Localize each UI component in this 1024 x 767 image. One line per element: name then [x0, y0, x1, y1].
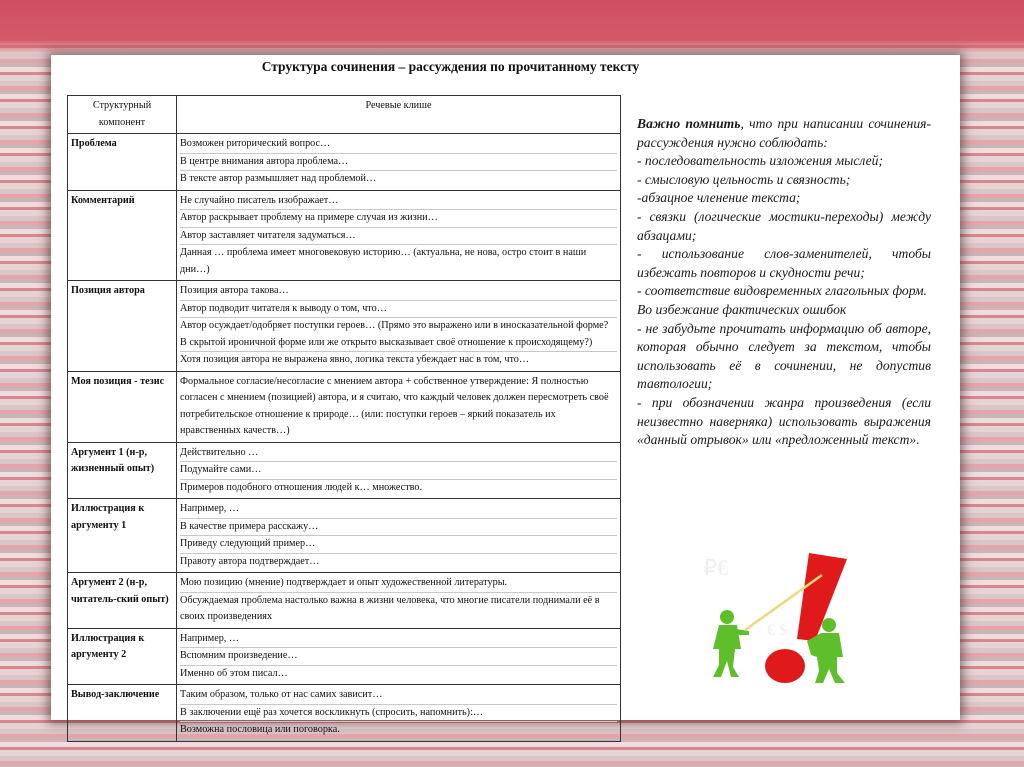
cliche-line: В центре внимания автора проблема… — [180, 154, 617, 172]
table-row — [68, 573, 621, 629]
header-cliches: Речевые клише — [177, 96, 621, 134]
cliches-cell — [177, 685, 621, 742]
cliche-line: Например, … — [180, 631, 617, 649]
cliche-line: Формальное согласие/несогласие с мнением автора + собственное утверждение: Я полностью согласен с мнением (позицией) автора, и я считаю, что каждый человек должен пересмотреть своё потребительское отношение к природе… (или: поступки героев – яркий показатель их нравственных качеств…) — [180, 375, 609, 436]
cliche-line: Обсуждаемая проблема настолько важна в жизни человека, что многие писатели поднимали её в своих произведениях — [180, 594, 600, 622]
cliche-line: Правоту автора подтверждает… — [180, 555, 320, 567]
table-row — [68, 499, 621, 573]
table-row — [68, 628, 621, 685]
cliche-line: Автор осуждает/одобряет поступки героев… (Прямо это выражено или в иносказательной форме? В скрытой ироничной форме или же открыто высказывает своё отношение к происходящему?) — [180, 318, 617, 352]
cliches-cell — [177, 190, 621, 281]
content-panel — [51, 55, 960, 735]
component-cell: Иллюстрация к аргументу 1 — [68, 499, 177, 573]
component-cell: Вывод-заключение — [68, 685, 177, 742]
cliche-line: Таким образом, только от нас самих зависит… — [180, 687, 617, 705]
cliche-line: Мою позицию (мнение) подтверждает и опыт художественной литературы. — [180, 575, 617, 593]
cliches-cell — [177, 371, 621, 442]
note-item: - при обозначении жанра произведения (если неизвестно наверняка) использовать выражения «данный отрывок» или «предложенный текст». — [637, 394, 931, 448]
component-cell: Аргумент 2 (н-р, читатель-ский опыт) — [68, 573, 177, 629]
cliche-line: Приведу следующий пример… — [180, 536, 617, 554]
header-component: Структурный компонент — [68, 96, 177, 134]
cliche-line: Возможен риторический вопрос… — [180, 136, 617, 154]
exclamation-bar — [797, 553, 847, 641]
table-row — [68, 281, 621, 372]
faint-symbol-decoration: ₽€ — [703, 555, 728, 580]
component-cell: Позиция автора — [68, 281, 177, 372]
table-row — [68, 371, 621, 442]
note-item: -абзацное членение текста; — [637, 190, 801, 206]
cliches-cell — [177, 628, 621, 685]
table-header-row — [68, 96, 621, 134]
component-cell: Моя позиция - тезис — [68, 371, 177, 442]
cliche-line: Не случайно писатель изображает… — [180, 193, 617, 211]
note-item: - последовательность изложения мыслей; — [637, 153, 884, 169]
table-row — [68, 190, 621, 281]
component-cell: Аргумент 1 (н-р, жизненный опыт) — [68, 442, 177, 499]
cliche-line: Хотя позиция автора не выражена явно, логика текста убеждает нас в том, что… — [180, 354, 530, 365]
cliche-line: Возможна пословица или поговорка. — [180, 724, 340, 735]
cliche-line: Вспомним произведение… — [180, 648, 617, 666]
notes-intro: Важно помнить, что при написании сочинения-рассуждения нужно соблюдать: — [637, 116, 931, 150]
cliches-cell — [177, 281, 621, 372]
exclamation-dot — [765, 649, 805, 683]
cliches-cell — [177, 499, 621, 573]
cliche-line: Примеров подобного отношения людей к… множество. — [180, 481, 423, 493]
note-item: - связки (логические мостики-переходы) между абзацами; — [637, 208, 931, 243]
cliches-cell — [177, 573, 621, 629]
exclamation-mark-figures-icon — [697, 545, 872, 692]
component-cell: Иллюстрация к аргументу 2 — [68, 628, 177, 685]
cliche-line: Действительно … — [180, 445, 617, 463]
cliche-line: Подумайте сами… — [180, 462, 617, 480]
left-figure — [713, 610, 749, 677]
note-item: - не забудьте прочитать информацию об авторе, которая обычно следует за текстом, чтобы использовать её в сочинении, не допустив тавтологии; — [637, 320, 931, 392]
cliches-cell — [177, 134, 621, 191]
page-title: Структура сочинения – рассуждения по прочитанному тексту — [261, 59, 640, 74]
cliche-line: Автор раскрывает проблему на примере случая из жизни… — [180, 210, 617, 228]
cliche-line: В тексте автор размышляет над проблемой… — [180, 173, 377, 184]
cliche-line: В качестве примера расскажу… — [180, 519, 617, 537]
note-item: - использование слов-заменителей, чтобы избежать повторов и скудности речи; — [637, 246, 931, 280]
cliches-cell — [177, 442, 621, 499]
note-item: - смысловую цельность и связность; — [637, 171, 851, 187]
faint-symbol-decoration-2: € $ — [767, 622, 787, 639]
cliche-line: Данная … проблема имеет многовековую историю… (актуальна, не нова, остро стоит в наши дни…) — [180, 247, 587, 275]
table-row — [68, 442, 621, 499]
note-item: Во избежание фактических ошибок — [637, 301, 847, 317]
cliche-line: Автор заставляет читателя задуматься… — [180, 228, 617, 246]
table-row — [68, 685, 621, 742]
exclamation-illustration — [697, 545, 872, 692]
cliche-line: Например, … — [180, 501, 617, 519]
cliche-line: В заключении ещё раз хочется воскликнуть (спросить, напомнить):… — [180, 705, 617, 723]
cliche-line: Именно об этом писал… — [180, 667, 288, 679]
cliche-table — [67, 95, 621, 742]
reminder-notes — [637, 115, 931, 450]
component-cell: Проблема — [68, 134, 177, 191]
note-item: - соответствие видовременных глагольных форм. — [637, 283, 927, 299]
component-cell: Комментарий — [68, 190, 177, 281]
table-row — [68, 134, 621, 191]
table-body — [68, 134, 621, 742]
notes-list — [637, 152, 931, 450]
cliche-line: Позиция автора такова… — [180, 283, 617, 301]
cliche-line: Автор подводит читателя к выводу о том, что… — [180, 301, 617, 319]
